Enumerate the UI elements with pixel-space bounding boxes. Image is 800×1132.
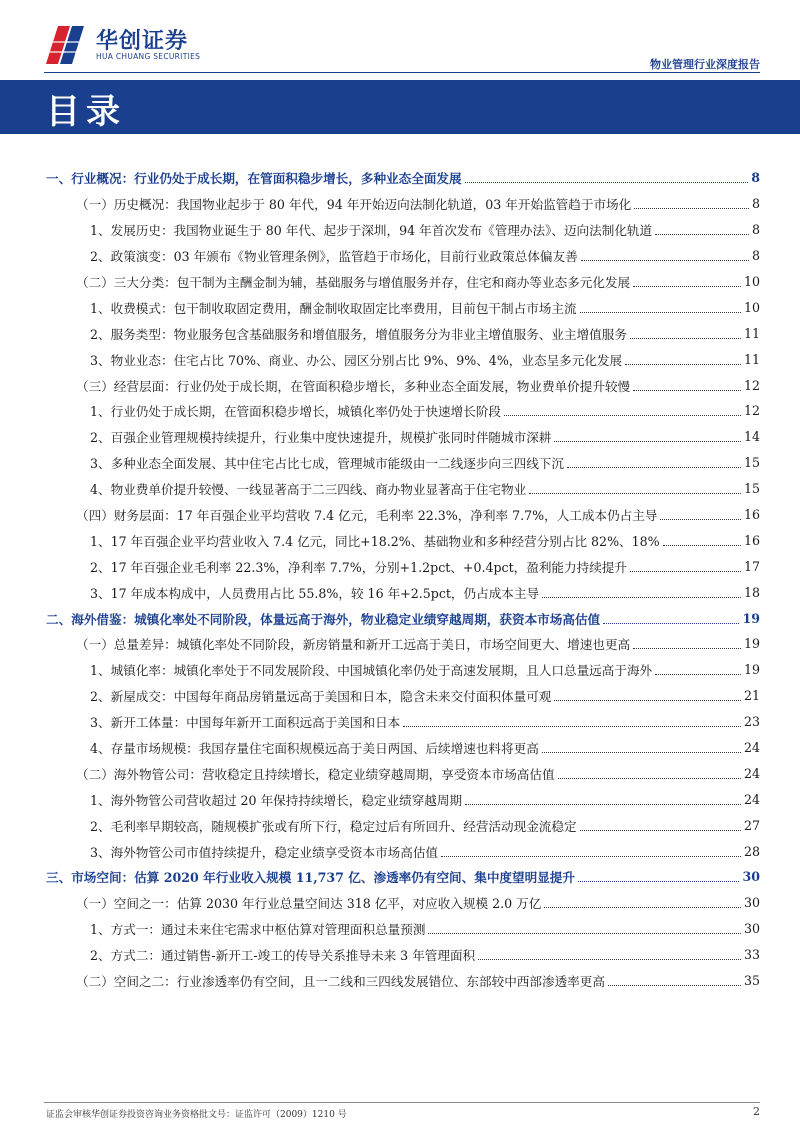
toc-entry-title[interactable]: 1、海外物管公司营收超过 20 年保持持续增长，稳定业绩穿越周期 xyxy=(90,792,463,808)
title-banner xyxy=(0,80,800,134)
toc-entry[interactable] xyxy=(46,605,760,631)
toc-entry-title[interactable]: 3、物业业态：住宅占比 70%、商业、办公、园区分别占比 9%、9%、4%，业态呈多元化发展 xyxy=(90,352,623,368)
toc-entry-title[interactable]: 一、行业概况：行业仍处于成长期，在管面积稳步增长，多种业态全面发展 xyxy=(46,171,462,187)
toc-entry[interactable] xyxy=(46,398,760,424)
toc-entry-page[interactable]: 17 xyxy=(743,558,760,574)
toc-entry-title[interactable]: 3、新开工体量：中国每年新开工面积远高于美国和日本 xyxy=(90,715,401,731)
toc-entry-title[interactable]: 1、收费模式：包干制收取固定费用，酬金制收取固定比率费用，目前包干制占市场主流 xyxy=(90,300,577,316)
toc-entry[interactable] xyxy=(46,217,760,243)
toc-entry[interactable] xyxy=(46,243,760,269)
table-of-contents xyxy=(46,165,760,994)
toc-entry-title[interactable]: （二）海外物管公司：营收稳定且持续增长，稳定业绩穿越周期，享受资本市场高估值 xyxy=(76,766,555,782)
toc-entry-title[interactable]: 1、17 年百强企业平均营业收入 7.4 亿元，同比+18.2%、基础物业和多种经营分别占比 82%、18% xyxy=(90,533,660,549)
toc-entry-title[interactable]: 2、新屋成交：中国每年商品房销量远高于美国和日本，隐含未来交付面积体量可观 xyxy=(90,689,552,705)
toc-entry-title[interactable]: （三）经营层面：行业仍处于成长期，在管面积稳步增长，多种业态全面发展，物业费单价提升较慢 xyxy=(76,378,631,394)
page-header xyxy=(0,0,800,80)
toc-entry-page[interactable]: 30 xyxy=(743,921,760,937)
toc-entry-page[interactable]: 18 xyxy=(743,584,760,600)
toc-entry-title[interactable]: （二）空间之二：行业渗透率仍有空间，且一二线和三四线发展错位、东部较中西部渗透率更高 xyxy=(76,974,605,990)
toc-entry-page[interactable]: 23 xyxy=(743,714,760,730)
toc-entry-page[interactable]: 12 xyxy=(743,377,760,393)
toc-leader-dots xyxy=(633,648,741,649)
toc-leader-dots xyxy=(633,286,741,287)
toc-entry-title[interactable]: 2、百强企业管理规模持续提升，行业集中度快速提升，规模扩张同时伴随城市深耕 xyxy=(90,430,552,446)
toc-entry[interactable] xyxy=(46,864,760,890)
toc-entry[interactable] xyxy=(46,942,760,968)
toc-entry-page[interactable]: 12 xyxy=(743,403,760,419)
toc-entry[interactable] xyxy=(46,502,760,528)
toc-leader-dots xyxy=(529,493,741,494)
toc-entry-page[interactable]: 19 xyxy=(743,662,760,678)
toc-entry-title[interactable]: 三、市场空间：估算 2020 年行业收入规模 11,737 亿、渗透率仍有空间、集中度望明显提升 xyxy=(46,870,575,886)
toc-leader-dots xyxy=(655,674,741,675)
toc-leader-dots xyxy=(504,415,741,416)
toc-entry-page[interactable]: 21 xyxy=(743,688,760,704)
toc-leader-dots xyxy=(663,545,741,546)
toc-entry-page[interactable]: 10 xyxy=(743,299,760,315)
toc-entry-page[interactable]: 35 xyxy=(743,973,760,989)
toc-leader-dots xyxy=(630,338,741,339)
toc-entry-title[interactable]: （二）三大分类：包干制为主酬金制为辅，基础服务与增值服务并存，住宅和商办等业态多元化发展 xyxy=(76,275,631,290)
toc-leader-dots xyxy=(542,597,741,598)
page-number: 2 xyxy=(753,1105,760,1118)
toc-entry-page[interactable]: 30 xyxy=(742,869,760,885)
toc-entry-title[interactable]: 1、行业仍处于成长期，在管面积稳步增长，城镇化率仍处于快速增长阶段 xyxy=(90,404,502,420)
toc-entry-title[interactable]: 1、城镇化率：城镇化率处于不同发展阶段、中国城镇化率仍处于高速发展期，且人口总量远高于海外 xyxy=(90,663,653,679)
toc-entry-page[interactable]: 27 xyxy=(743,817,760,833)
toc-entry-page[interactable]: 8 xyxy=(751,196,760,212)
toc-entry-title[interactable]: （一）历史概况：我国物业起步于 80 年代，94 年开始迈向法制化轨道，03 年开始监管趋于市场化 xyxy=(76,197,632,213)
toc-entry-page[interactable]: 8 xyxy=(751,170,760,186)
toc-entry-page[interactable]: 28 xyxy=(743,843,760,859)
toc-leader-dots xyxy=(567,467,741,468)
toc-entry[interactable] xyxy=(46,709,760,735)
toc-entry[interactable] xyxy=(46,735,760,761)
toc-leader-dots xyxy=(580,312,741,313)
toc-entry-title[interactable]: （一）空间之一：估算 2030 年行业总量空间达 318 亿平，对应收入规模 2.0 万亿 xyxy=(76,896,542,912)
toc-entry-page[interactable]: 24 xyxy=(743,791,760,807)
toc-entry-title[interactable]: 3、17 年成本构成中，人员费用占比 55.8%，较 16 年+2.5pct，仍占成本主导 xyxy=(90,585,540,601)
toc-entry-title[interactable]: 4、物业费单价提升较慢、一线显著高于二三四线、商办物业显著高于住宅物业 xyxy=(90,482,527,498)
toc-entry-page[interactable]: 33 xyxy=(743,947,760,963)
toc-entry-page[interactable]: 14 xyxy=(743,429,760,445)
toc-entry-title[interactable]: 二、海外借鉴：城镇化率处不同阶段，体量远高于海外，物业稳定业绩穿越周期，获资本市场高估值 xyxy=(46,611,601,627)
toc-entry[interactable] xyxy=(46,631,760,657)
company-logo xyxy=(44,22,224,68)
toc-leader-dots xyxy=(542,752,741,753)
toc-leader-dots xyxy=(428,933,741,934)
toc-entry[interactable] xyxy=(46,553,760,579)
toc-entry-title[interactable]: 1、发展历史：我国物业诞生于 80 年代、起步于深圳，94 年首次发布《管理办法》、迈向法制化轨道 xyxy=(90,223,653,239)
footer-divider xyxy=(44,1102,760,1103)
logo-mark-icon xyxy=(44,22,88,66)
toc-leader-dots xyxy=(554,441,741,442)
toc-leader-dots xyxy=(634,208,749,209)
toc-entry[interactable] xyxy=(46,191,760,217)
toc-leader-dots xyxy=(625,364,741,365)
toc-leader-dots xyxy=(655,234,749,235)
toc-entry[interactable] xyxy=(46,916,760,942)
toc-entry[interactable] xyxy=(46,527,760,553)
toc-entry[interactable] xyxy=(46,890,760,916)
toc-entry[interactable] xyxy=(46,346,760,372)
toc-entry-page[interactable]: 24 xyxy=(743,765,760,781)
toc-entry[interactable] xyxy=(46,657,760,683)
toc-entry-page[interactable]: 16 xyxy=(743,507,760,523)
toc-entry-page[interactable]: 11 xyxy=(743,325,760,341)
logo-english-name: HUA CHUANG SECURITIES xyxy=(96,52,201,61)
toc-entry[interactable] xyxy=(46,165,760,191)
toc-entry-page[interactable]: 19 xyxy=(742,610,760,626)
toc-entry-page[interactable]: 11 xyxy=(743,351,760,367)
toc-leader-dots xyxy=(403,726,741,727)
toc-entry-title[interactable]: 3、海外物管公司市值持续提升，稳定业绩享受资本市场高估值 xyxy=(90,844,439,860)
toc-entry-page[interactable]: 8 xyxy=(751,248,760,264)
toc-leader-dots xyxy=(603,623,739,624)
toc-leader-dots xyxy=(630,571,741,572)
toc-entry-page[interactable]: 15 xyxy=(743,481,760,497)
toc-entry-page[interactable]: 30 xyxy=(743,895,760,911)
toc-entry-title[interactable]: （四）财务层面：17 年百强企业平均营收 7.4 亿元，毛利率 22.3%，净利率 7.7%，人工成本仍占主导 xyxy=(76,508,658,524)
toc-entry[interactable] xyxy=(46,372,760,398)
toc-entry-page[interactable]: 16 xyxy=(743,532,760,548)
toc-entry-title[interactable]: 2、17 年百强企业毛利率 22.3%，净利率 7.7%，分别+1.2pct、+0.4pct，盈利能力持续提升 xyxy=(90,559,627,575)
toc-entry[interactable] xyxy=(46,294,760,320)
toc-leader-dots xyxy=(660,519,741,520)
toc-leader-dots xyxy=(580,830,741,831)
toc-leader-dots xyxy=(544,907,741,908)
toc-leader-dots xyxy=(554,700,741,701)
toc-entry[interactable] xyxy=(46,424,760,450)
toc-leader-dots xyxy=(465,804,741,805)
toc-entry-title[interactable]: 2、服务类型：物业服务包含基础服务和增值服务，增值服务分为非业主增值服务、业主增值服务 xyxy=(90,326,627,342)
toc-entry-page[interactable]: 19 xyxy=(743,636,760,652)
toc-leader-dots xyxy=(578,881,739,882)
toc-entry[interactable] xyxy=(46,760,760,786)
toc-entry-title[interactable]: 2、方式二：通过销售-新开工-竣工的传导关系推导未来 3 年管理面积 xyxy=(90,948,476,964)
toc-entry-page[interactable]: 8 xyxy=(751,222,760,238)
toc-entry[interactable] xyxy=(46,786,760,812)
toc-entry[interactable] xyxy=(46,579,760,605)
header-divider xyxy=(44,72,760,73)
footer-disclaimer: 证监会审核华创证券投资咨询业务资格批文号：证监许可（2009）1210 号 xyxy=(46,1110,347,1120)
toc-leader-dots xyxy=(465,182,749,183)
toc-entry-page[interactable]: 10 xyxy=(743,274,760,289)
report-type-label: 物业管理行业深度报告 xyxy=(650,58,760,71)
toc-entry[interactable] xyxy=(46,476,760,502)
toc-entry-page[interactable]: 24 xyxy=(743,740,760,756)
toc-leader-dots xyxy=(441,856,741,857)
toc-entry-title[interactable]: 3、多种业态全面发展、其中住宅占比七成，管理城市能级由一二线逐步向三四线下沉 xyxy=(90,456,564,472)
toc-leader-dots xyxy=(608,985,741,986)
toc-entry[interactable] xyxy=(46,812,760,838)
toc-entry[interactable] xyxy=(46,838,760,864)
logo-chinese-name: 华创证券 xyxy=(96,29,189,54)
toc-entry-title[interactable]: 1、方式一：通过未来住宅需求中枢估算对管理面积总量预测 xyxy=(90,922,426,938)
toc-leader-dots xyxy=(581,260,749,261)
toc-leader-dots xyxy=(478,959,741,960)
toc-entry-title[interactable]: 4、存量市场规模：我国存量住宅面积规模远高于美日两国、后续增速也料将更高 xyxy=(90,741,539,757)
toc-entry-title[interactable]: （一）总量差异：城镇化率处不同阶段，新房销量和新开工远高于美日，市场空间更大、增速也更高 xyxy=(76,637,631,653)
toc-entry-page[interactable]: 15 xyxy=(743,455,760,471)
page-title: 目录 xyxy=(46,92,126,132)
toc-entry-title[interactable]: 2、毛利率早期较高，随规模扩张或有所下行，稳定过后有所回升、经营活动现金流稳定 xyxy=(90,818,577,834)
toc-entry-title[interactable]: 2、政策演变：03 年颁布《物业管理条例》，监管趋于市场化，目前行业政策总体偏友善 xyxy=(90,249,578,265)
toc-entry[interactable] xyxy=(46,450,760,476)
toc-entry[interactable] xyxy=(46,269,760,295)
toc-leader-dots xyxy=(633,390,741,391)
toc-entry[interactable] xyxy=(46,683,760,709)
toc-leader-dots xyxy=(558,778,741,779)
toc-entry[interactable] xyxy=(46,320,760,346)
toc-entry[interactable] xyxy=(46,968,760,994)
